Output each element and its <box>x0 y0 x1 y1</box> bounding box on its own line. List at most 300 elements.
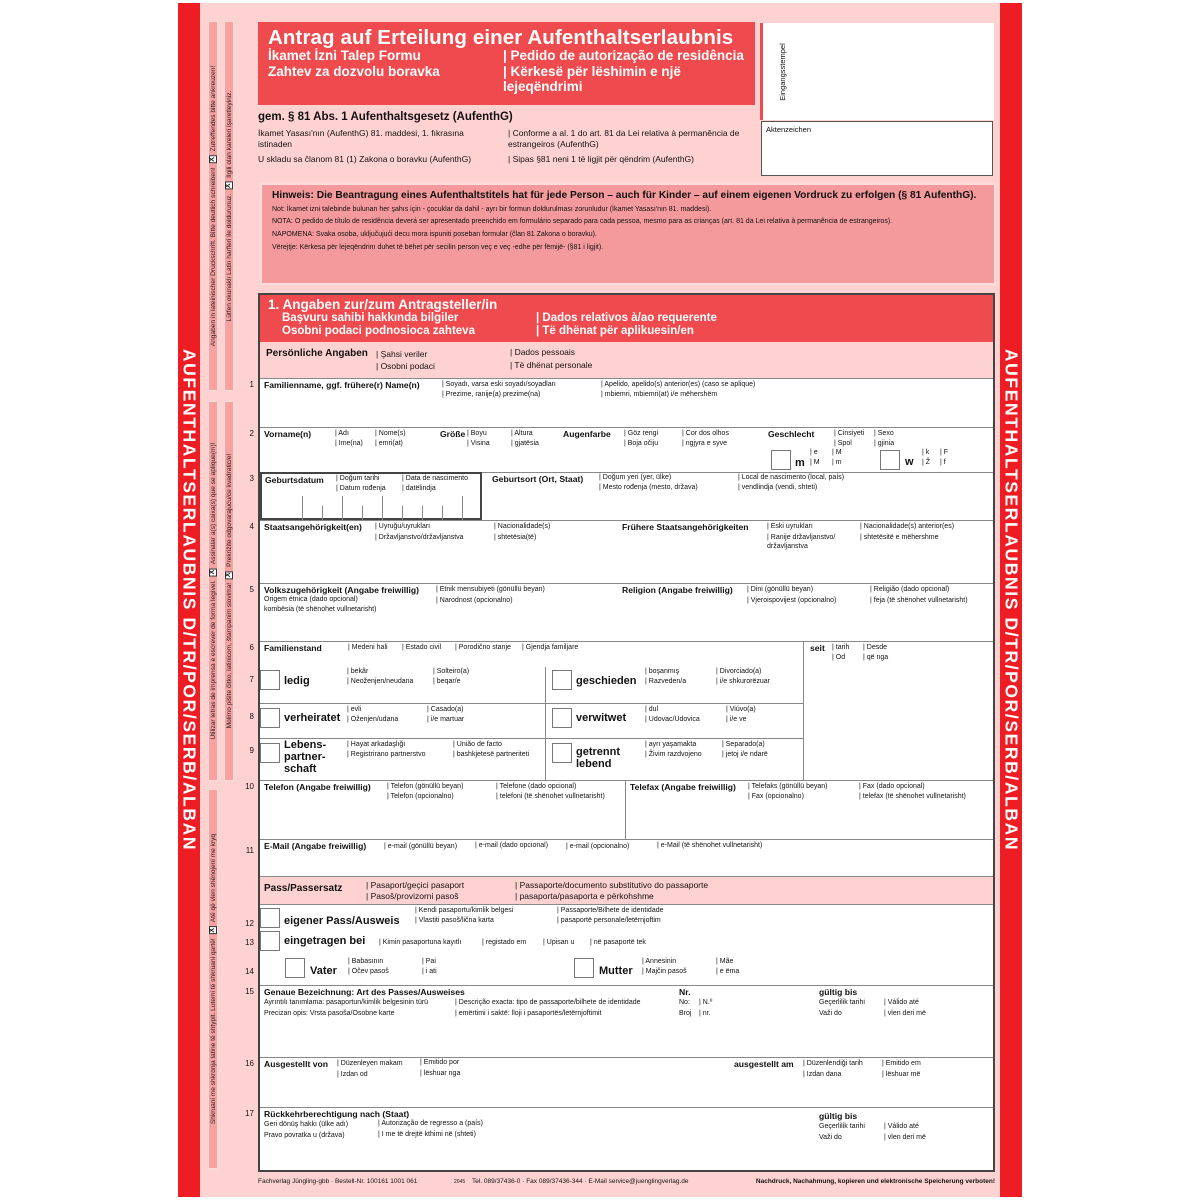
date-digit-divider <box>322 506 323 520</box>
section-1-sr: Osobni podaci podnosioca zahteva <box>282 325 475 337</box>
option-label-sr: | Razveden/a <box>645 678 687 685</box>
notice-pt: NOTA: O pedido de título de residência deverá ser apresentado preenchido em formulário separado para cada pessoa, mesmo para as crianças (art. 81 da Lei relativa à permanência de estrangeiros). <box>272 218 893 225</box>
option-label-pt: | Casado(a) <box>427 706 464 713</box>
divorced-checkbox[interactable] <box>552 670 572 690</box>
field-label-sq: | telefax (të shënohet vullnetarisht) <box>859 793 966 800</box>
field-label-tr: | Eski uyrukları <box>767 523 813 530</box>
field-label-pt: | Apelido, apelido(s) anterior(es) (caso se aplique) <box>601 381 756 388</box>
personal-data-pt: | Dados pessoais <box>510 347 576 357</box>
option-label-tr: | bekâr <box>347 668 369 675</box>
date-digit-divider <box>462 496 463 520</box>
field-label-tr: | Telefaks (gönüllü beyan) <box>748 783 828 790</box>
instruction-text: Zutreffendes bitte ankreuzen! <box>209 65 217 152</box>
personal-data-sq: | Të dhënat personale <box>510 360 593 370</box>
field-label-sr: Pravo povratka u (država) <box>264 1132 345 1139</box>
receipt-stamp-box <box>760 23 994 120</box>
option-label-sq: | bashkjetesë partneriteti <box>453 751 530 758</box>
field-label-pt: | Nome(s) <box>375 430 406 437</box>
date-digit-divider <box>422 506 423 520</box>
instruction-text: Angaben in lateinischer Druckschrift. Bitte deutlich schreiben! <box>209 167 217 347</box>
legal-basis-sq: | Sipas §81 neni 1 të ligjit për qëndrim (AufenthG) <box>508 154 695 164</box>
field-label-sr: Precizan opis: Vrsta pasoša/Osobne karte <box>264 1010 395 1017</box>
field-label-tr: | Göz rengi <box>624 430 659 437</box>
field-label-pt: | Cor dos olhos <box>682 430 729 437</box>
field-label-ethnicity: Volkszugehörigkeit (Angabe freiwillig) <box>264 585 420 595</box>
sex-female-label: w <box>905 456 914 468</box>
field-label-previous-nationality: Frühere Staatsangehörigkeiten <box>622 522 749 532</box>
instruction-text: Atë që vlen shënojeni me kryq <box>209 833 217 923</box>
partnership-checkbox[interactable] <box>260 743 280 763</box>
instruction-text: Prekrižite odgovarajuću/će kvadratić/e! <box>225 453 233 567</box>
field-label-sr: | Porodično stanje <box>455 644 511 651</box>
field-label-tr: | Doğum yeri (yer, ülke) <box>599 474 672 481</box>
option-label-pt: | registado em <box>482 939 527 946</box>
passport-type-block <box>245 904 993 985</box>
receipt-stamp-label: Eingangsstempel <box>777 42 787 101</box>
field-label-tr: No: <box>679 999 690 1006</box>
publisher-info: Fachverlag Jüngling-gbb · Bestell-Nr. 100161 1001 061 <box>258 1178 418 1185</box>
row-number: 10 <box>245 782 254 791</box>
field-label-nationality: Staatsangehörigkeit(en) <box>264 522 362 532</box>
field-label-tr: | Etnik mensubiyeti (gönüllü beyan) <box>436 586 545 593</box>
field-label-sq: | lëshuar më <box>882 1071 921 1078</box>
legal-basis-pt: | Conforme a al. 1 do art. 81 da Lei relativa à permanência de estrangeiros (AufenthG) <box>508 128 740 149</box>
row-number: 14 <box>245 967 254 976</box>
field-label: Familienname, ggf. frühere(r) Name(n) <box>264 380 420 390</box>
option-label-sq: | i/e martuar <box>427 716 465 723</box>
field-label-sq: | vendlindja (vendi, shteti) <box>738 484 818 491</box>
side-band-right <box>1000 3 1022 1197</box>
field-label-sr: | Državljanstvo/državljanstva <box>375 534 464 541</box>
sex-male-checkbox[interactable] <box>771 450 791 470</box>
field-label-sq: | mbiemri, mbiemri(at) i/e mëhershëm <box>601 391 718 398</box>
option-label-pt: | Mãe <box>716 958 734 965</box>
option-label-sq: | e ëma <box>716 968 740 975</box>
option-father: Vater <box>310 965 337 977</box>
option-separated-line: getrennt <box>576 746 620 758</box>
field-return-permit[interactable] <box>245 1107 993 1172</box>
field-label-sq: | vlen deri më <box>884 1010 926 1017</box>
field-label-passport-type: Genaue Bezeichnung: Art des Passes/Ausweises <box>264 987 465 997</box>
fax-field[interactable] <box>626 781 994 839</box>
instruction-text: İlgili olan kareleri işaretleyiniz. <box>225 90 233 178</box>
option-label-sr: | Majčin pasoš <box>642 968 687 975</box>
field-label-pt: | Descrição exacta: tipo de passaporte/bilhete de identidade <box>455 999 641 1006</box>
row-number: 7 <box>249 675 254 684</box>
date-digit-divider <box>402 506 403 520</box>
option-label-pt: | Divorciado(a) <box>716 668 762 675</box>
field-label-valid-until: gültig bis <box>819 987 858 997</box>
instruction-text: Shkruani me shkronja latine të shtypit. Lutemi të shkruani qartë! <box>209 938 217 1125</box>
title-sr: Zahtev za dozvolu boravka <box>268 64 440 79</box>
file-reference-field[interactable] <box>761 121 993 176</box>
field-label-sq: | Gjendja familjare <box>522 644 579 651</box>
sex-male-tr: | e <box>810 449 818 456</box>
field-label-sq: | I me të drejtë kthimi në (shteti) <box>378 1131 476 1138</box>
option-label-tr: | Annesinin <box>642 958 677 965</box>
field-label-eye-color: Augenfarbe <box>563 429 611 439</box>
own-passport-checkbox[interactable] <box>260 908 280 928</box>
field-label-pt: | Data de nascimento <box>402 475 469 482</box>
field-label-sr: | Boja očiju <box>624 440 659 447</box>
option-label-tr: | boşanmış <box>645 668 680 675</box>
row-number: 11 <box>245 846 254 855</box>
field-label-pt: | e-mail (dado opcional) <box>475 842 549 849</box>
field-label-sq: | vlen deri më <box>884 1134 926 1141</box>
option-label-tr: | Kendi pasaportu/kimlik belgesi <box>415 907 514 914</box>
row-number: 12 <box>245 919 254 928</box>
option-label-pt: | Separado(a) <box>722 741 765 748</box>
field-label-fax: Telefax (Angabe freiwillig) <box>630 782 736 792</box>
personal-data-tr: | Şahsi veriler <box>376 349 428 359</box>
option-label-sq: | i/e ve <box>726 716 747 723</box>
field-ethnicity-row[interactable] <box>249 583 993 641</box>
instruction-text: Molimo pišite čitko, latinicom, štampanim slovima! <box>225 582 233 729</box>
field-issued-by[interactable] <box>245 1057 993 1107</box>
sex-male-sq: | m <box>832 459 842 466</box>
option-label-pt: | União de facto <box>453 741 502 748</box>
row-number: 1 <box>249 380 254 389</box>
field-label-passport-number: Nr. <box>679 987 691 997</box>
field-label-sr: | Datum rođenja <box>336 485 386 492</box>
section-1-header <box>260 295 993 342</box>
field-label-sr: | Mesto rođenja (mesto, država) <box>599 484 698 491</box>
field-label-sq: | shtetësia(të) <box>494 534 537 541</box>
form-title: Antrag auf Erteilung einer Aufenthaltserlaubnis <box>268 26 734 49</box>
father-passport-checkbox[interactable] <box>285 958 305 978</box>
passport-label-sq: | pasaporta/pasaporta e përkohshme <box>515 891 654 901</box>
field-label-pt: | Telefone (dado opcional) <box>496 783 577 790</box>
option-label-pt: | Viúvo(a) <box>726 706 756 713</box>
option-label-sq: | në pasaportë tek <box>590 939 646 946</box>
sex-female-pt: | F <box>940 449 949 456</box>
field-label-sq: | emërtimi i saktë: lloji i pasaportës/letërnjoftimit <box>455 1010 602 1017</box>
field-label-first-name: Vorname(n) <box>264 429 312 439</box>
notice-sq: Vërejtje: Kërkesa për lejeqëndrim duhet të bëhet për secilin person veç e veç -edhe për fëmijë- (§81 i ligjit). <box>272 244 604 251</box>
passport-header <box>260 876 993 904</box>
passport-label: Pass/Passersatz <box>264 883 343 894</box>
field-label-tr: Geçerlilik tarihi <box>819 1123 865 1130</box>
option-label-sq: | pasaportë personale/letërnjoftim <box>557 917 661 924</box>
sex-female-tr: | k <box>922 449 930 456</box>
field-label-pt: | Emitido em <box>882 1060 921 1067</box>
field-label-tr: | Medeni hali <box>348 644 388 651</box>
field-label-sq: | gjinia <box>874 440 895 447</box>
field-label-sr: | Izdan od <box>337 1071 368 1078</box>
birth-date-field[interactable] <box>260 472 482 520</box>
check-example-icon: X <box>225 572 232 578</box>
title-pt: | Pedido de autorização de residência <box>503 48 744 63</box>
option-widowed: verwitwet <box>576 712 627 724</box>
field-label-sr: | Spol <box>834 440 852 447</box>
field-passport-details[interactable] <box>245 985 993 1057</box>
field-label-pt: Origem étnica (dado opcional) <box>264 596 358 603</box>
option-label-pt: | Pai <box>422 958 436 965</box>
sex-female-sr: | Ž <box>922 459 931 466</box>
copyright-notice: Nachdruck, Nachahmung, kopieren und elektronische Speicherung verboten! <box>755 1178 995 1185</box>
field-label-sr: | Visina <box>467 440 490 447</box>
field-label-sr: | Ranije državljanstvo/ državljanstva <box>767 534 836 550</box>
date-digit-divider <box>302 496 303 520</box>
field-label-sq: | nr. <box>699 1010 711 1017</box>
instruction-strip-de <box>208 21 218 391</box>
field-label-tr: Ayrıntılı tanımlama: pasaportun/kimlik belgesinin türü <box>264 999 429 1006</box>
check-example-icon: X <box>225 183 232 189</box>
option-label-tr: | dul <box>645 706 659 713</box>
side-band-text: AUFENTHALTSERLAUBNIS D/TR/POR/SERB/ALBAN <box>179 348 200 852</box>
option-label-tr: | Kimin pasaportuna kayıtlı <box>379 939 462 946</box>
widowed-checkbox[interactable] <box>552 708 572 728</box>
field-label-religion: Religion (Angabe freiwillig) <box>622 585 733 595</box>
field-label-tr: | Düzenlendiği tarih <box>803 1060 863 1067</box>
option-label-sr: | Vlastiti pasoš/lična karta <box>415 917 494 924</box>
option-registered-with: eingetragen bei <box>284 935 366 947</box>
date-digit-divider <box>382 496 383 520</box>
field-label-issued-on: ausgestellt am <box>734 1059 794 1069</box>
instruction-strip-pt <box>208 401 218 781</box>
field-label-pt: | Válido até <box>884 1123 919 1130</box>
field-label-tr: Geri dönüş hakkı (ülke adı) <box>264 1121 349 1128</box>
field-label-sr: | Telefon (opcionalno) <box>387 793 454 800</box>
registered-with-checkbox[interactable] <box>260 931 280 951</box>
option-label-sr: | Udovac/Udovica <box>645 716 700 723</box>
option-own-passport: eigener Pass/Ausweis <box>284 915 400 927</box>
sex-female-sq: | f <box>940 459 946 466</box>
field-label-pt: | Nacionalidade(s) anterior(es) <box>860 523 955 530</box>
field-label-sr: | Ime(na) <box>335 440 363 447</box>
field-label-pt: | Sexo <box>874 430 894 437</box>
personal-data-label: Persönliche Angaben <box>266 348 368 359</box>
edition-code: 2045 <box>454 1179 466 1185</box>
option-label-pt: | Solteiro(a) <box>433 668 470 675</box>
passport-label-sr: | Pasoš/provizorni pasoš <box>366 891 459 901</box>
field-label-tr: | Soyadı, varsa eski soyadı/soyadları <box>442 381 556 388</box>
field-label-birth-date: Geburtsdatum <box>265 475 324 485</box>
field-label-tr: | Doğum tarihi <box>336 475 380 482</box>
row-number: 5 <box>249 585 254 594</box>
field-birth-row <box>249 472 993 520</box>
phone-field[interactable] <box>260 781 625 839</box>
field-label-pt: | Válido até <box>884 999 919 1006</box>
option-separated <box>576 746 620 770</box>
instruction-text: Utilizar letras de imprensa e escrever de forma legível. <box>209 580 217 740</box>
option-label-sr: | Neoženjen/neudana <box>347 678 414 685</box>
option-label-sq: | i ati <box>422 968 437 975</box>
title-tr: İkamet İzni Talep Formu <box>268 48 421 63</box>
option-label-sr: | Očev pasoš <box>348 968 389 975</box>
field-label-sex: Geschlecht <box>768 429 815 439</box>
field-label-tr: | Düzenleyen makam <box>337 1060 403 1067</box>
field-label-pt: | Religião (dado opcional) <box>870 586 950 593</box>
sex-male-pt: | M <box>832 449 842 456</box>
field-nationality-row[interactable] <box>249 520 993 583</box>
sex-male-sr: | M <box>810 459 820 466</box>
field-label-tr: | Cinsiyeti <box>834 430 865 437</box>
row-number: 6 <box>249 643 254 652</box>
option-label-sr: | Upisan u <box>543 939 575 946</box>
field-label-sq: kombësia (të shënohet vullnetarisht) <box>264 606 377 613</box>
sex-male-label: m <box>795 457 805 469</box>
option-partnership-line: Lebens- <box>284 739 327 751</box>
field-label-phone: Telefon (Angabe freiwillig) <box>264 782 371 792</box>
option-label-tr: | ayrı yaşamakta <box>645 741 697 748</box>
field-label-pt: | Local de nascimento (local, país) <box>738 474 845 481</box>
option-partnership-line: partner- <box>284 751 326 763</box>
instruction-strip-sq <box>208 789 218 1169</box>
check-example-icon: X <box>209 569 216 575</box>
field-label-birth-place: Geburtsort (Ort, Staat) <box>492 474 584 484</box>
field-label-pt: | Estado civil <box>402 644 442 651</box>
field-label-pt: | Fax (dado opcional) <box>859 783 925 790</box>
date-digit-divider <box>362 506 363 520</box>
field-label-sq: | gjatësia <box>511 440 539 447</box>
since-divider <box>803 642 804 781</box>
field-label-issued-by: Ausgestellt von <box>264 1059 328 1069</box>
field-first-name-row <box>249 427 993 472</box>
row-number: 8 <box>249 712 254 721</box>
field-label-tr: | Dini (gönüllü beyan) <box>747 586 814 593</box>
legal-basis-heading: gem. § 81 Abs. 1 Aufenthaltsgesetz (AufenthG) <box>258 111 513 123</box>
field-label-sq: | lëshuar nga <box>420 1070 461 1077</box>
field-label-email: E-Mail (Angabe freiwillig) <box>264 841 367 851</box>
file-reference-label: Aktenzeichen <box>766 125 812 134</box>
check-example-icon: X <box>209 157 216 162</box>
option-partnership <box>284 739 326 775</box>
field-label-tr: | Telefon (gönüllü beyan) <box>387 783 464 790</box>
notice-tr: Not: İkamet izni talebinde bulunan her şahıs için - çocuklar da dahil - ayrı bir formun doldurulması zorunludur (İkamet Yasası'nın 81. maddesi). <box>272 206 712 213</box>
sex-female-checkbox[interactable] <box>880 450 900 470</box>
row-number: 2 <box>249 429 254 438</box>
field-label-tr: | Uyruğu/uyrukları <box>375 523 431 530</box>
field-label-sr: Važi do <box>819 1010 842 1017</box>
field-label-sq: | që nga <box>863 654 889 661</box>
field-label-height: Größe <box>440 429 466 439</box>
field-label-pt: | Autorização de regresso a (país) <box>378 1120 483 1127</box>
field-label-sq: | feja (të shënohet vullnetarisht) <box>870 597 968 604</box>
passport-label-tr: | Pasaport/geçici pasaport <box>366 880 465 890</box>
form-page <box>178 3 1022 1197</box>
field-label-tr: Geçerlilik tarihi <box>819 999 865 1006</box>
check-example-icon: X <box>209 927 216 933</box>
section-1-title: 1. Angaben zur/zum Antragsteller/in <box>268 297 498 312</box>
row-divider <box>260 738 803 739</box>
row-number: 9 <box>249 746 254 755</box>
field-label-sq: | e-Mail (të shënohet vullnetarisht) <box>657 842 763 849</box>
field-label-sq: | telefoni (të shënohet vullnetarisht) <box>496 793 605 800</box>
section-1-pt: | Dados relativos à/ao requerente <box>536 312 717 324</box>
field-label-sr: | Fax (opcionalno) <box>748 793 804 800</box>
option-label-sq: | beqar/e <box>433 678 461 685</box>
field-label-sr: | Narodnost (opcionalno) <box>436 597 513 604</box>
option-label-tr: | evli <box>347 706 362 713</box>
instruction-text: Assinalar a(s) caixa(s) que se aplique(m)! <box>209 442 217 565</box>
option-separated-line: lebend <box>576 758 612 770</box>
option-married: verheiratet <box>284 712 341 724</box>
instruction-text: Lütfen okunaklı Latin harfleri ile doldurunuz. <box>225 193 233 322</box>
field-label-sr: Broj <box>679 1010 692 1017</box>
field-label-since: seit <box>810 643 825 653</box>
field-label-tr: | Adı <box>335 430 349 437</box>
option-label-sq: | jetoj i/e ndarë <box>722 751 768 758</box>
field-email[interactable] <box>245 839 993 876</box>
field-label-pt: | Altura <box>511 430 533 437</box>
side-band-text: AUFENTHALTSERLAUBNIS D/TR/POR/SERB/ALBAN <box>1001 348 1022 852</box>
field-label-return-permit: Rückkehrberechtigung nach (Staat) <box>264 1109 410 1119</box>
option-divorced: geschieden <box>576 675 637 687</box>
single-checkbox[interactable] <box>260 670 280 690</box>
title-sq: | Kërkesë për lëshimin e një lejeqëndrimi <box>503 64 681 94</box>
field-label-marital-status: Familienstand <box>264 643 322 653</box>
field-label-pt: | N.º <box>699 999 713 1006</box>
field-label-sq: | ngjyra e syve <box>682 440 728 447</box>
instruction-strip-tr <box>224 21 234 391</box>
legal-basis <box>258 111 753 164</box>
passport-label-pt: | Passaporte/documento substitutivo do passaporte <box>515 880 709 890</box>
notice-box <box>260 183 996 285</box>
instruction-strip-sr <box>224 401 234 781</box>
option-label-sq: | i/e shkurorëzuar <box>716 678 770 685</box>
field-label-pt: | Desde <box>863 644 887 651</box>
field-label-sq: | emri(at) <box>375 440 403 447</box>
row-number: 3 <box>249 474 254 483</box>
field-family-name[interactable] <box>249 378 993 427</box>
section-1-sq: | Të dhënat për aplikuesin/en <box>536 325 694 337</box>
field-label-pt: | Nacionalidade(s) <box>494 523 551 530</box>
option-partnership-line: schaft <box>284 763 317 775</box>
mother-passport-checkbox[interactable] <box>574 958 594 978</box>
field-label-sr: | Izdan dana <box>803 1071 842 1078</box>
field-label-sq: | datëlindja <box>402 485 436 492</box>
option-label-pt: | Passaporte/Bilhete de identidade <box>557 907 664 914</box>
personal-data-sr: | Osobni podaci <box>376 361 435 371</box>
notice-de: Hinweis: Die Beantragung eines Aufenthaltstitels hat für jede Person – auch für Kinder – auf einem eigenen Vordruck zu erfolgen (§ 81 AufenthG). <box>272 190 977 201</box>
applicant-form <box>245 293 995 1172</box>
row-number: 4 <box>249 522 254 531</box>
field-label-sr: Važi do <box>819 1134 842 1141</box>
field-label-sq: | shtetësitë e mëhershme <box>860 534 939 541</box>
legal-basis-tr: İkamet Yasası'nın (AufenthG) 81. maddesi, 1. fıkrasına istinaden <box>258 128 464 149</box>
field-label-valid-until: gültig bis <box>819 1111 858 1121</box>
form-title-block <box>258 22 755 105</box>
row-number: 13 <box>245 938 254 947</box>
option-label-tr: | Babasının <box>348 958 384 965</box>
row-divider <box>260 703 803 704</box>
field-label-tr: | Boyu <box>467 430 487 437</box>
date-digit-divider <box>342 496 343 520</box>
field-label-sr: | Od <box>832 654 846 661</box>
row-number: 15 <box>245 987 254 996</box>
option-label-sr: | Oženjen/udana <box>347 716 399 723</box>
column-divider <box>545 667 546 781</box>
field-label-pt: | Emitido por <box>420 1059 460 1066</box>
option-single: ledig <box>284 675 310 687</box>
option-mother: Mutter <box>599 965 633 977</box>
personal-data-header <box>260 342 993 378</box>
separated-checkbox[interactable] <box>552 743 572 763</box>
side-band-left <box>178 3 200 1197</box>
option-label-sr: | Registrirano partnerstvo <box>347 751 426 758</box>
row-number: 17 <box>245 1109 254 1118</box>
field-label-sr: | e-mail (opcionalno) <box>566 843 630 850</box>
marital-status-block <box>249 641 993 780</box>
legal-basis-sr: U skladu sa članom 81 (1) Zakona o boravku (AufenthG) <box>258 154 472 164</box>
publisher-contact: Tel. 089/37436-0 · Fax 089/37436-344 · E-Mail service@juenglingverlag.de <box>472 1178 689 1185</box>
field-label-tr: | tarih <box>832 644 850 651</box>
field-label-tr: | e-mail (gönüllü beyan) <box>384 843 458 850</box>
married-checkbox[interactable] <box>260 708 280 728</box>
option-label-tr: | Hayat arkadaşlığı <box>347 741 406 748</box>
field-label-sr: | Prezime, ranije(a) prezime(na) <box>442 391 541 398</box>
